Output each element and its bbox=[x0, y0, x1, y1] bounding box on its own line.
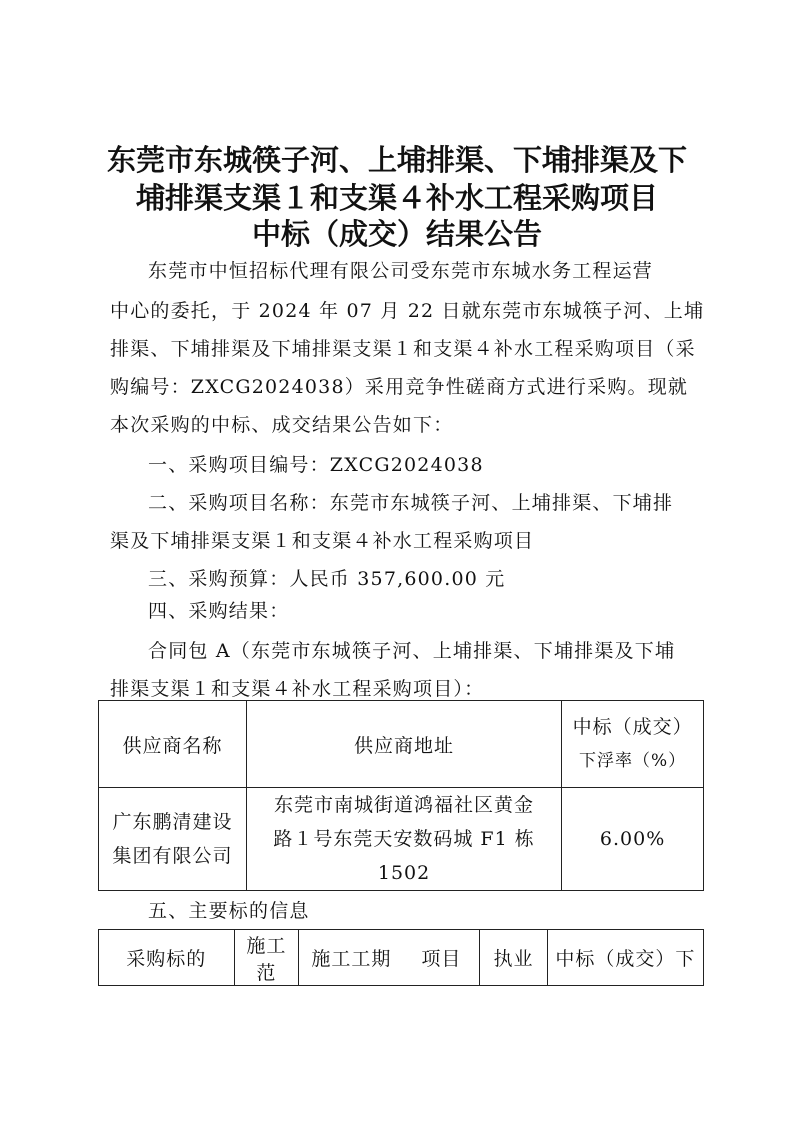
supplier-address-line-1: 东莞市南城街道鸿福社区黄金 bbox=[274, 794, 535, 816]
table-header-row bbox=[99, 930, 704, 986]
supplier-name-line-1: 广东鹏清建设 bbox=[112, 811, 233, 833]
header-supplier-name: 供应商名称 bbox=[99, 701, 247, 788]
header-rate-line-2: 下浮率（%） bbox=[579, 751, 687, 771]
supplier-address-line-3: 1502 bbox=[377, 862, 431, 884]
section-main-target: 五、主要标的信息 bbox=[148, 900, 310, 922]
table-header-row bbox=[99, 701, 704, 788]
header-rate bbox=[562, 701, 704, 788]
package-a-line-cont: 排渠支渠１和支渠４补水工程采购项目）： bbox=[110, 678, 485, 700]
title-line-2: 埔排渠支渠１和支渠４补水工程采购项目 bbox=[135, 181, 658, 215]
header-license: 执业 bbox=[480, 930, 548, 986]
header-period: 施工工期 bbox=[299, 930, 404, 986]
table-row bbox=[99, 788, 704, 891]
section-project-name-cont: 渠及下埔排渠支渠１和支渠４补水工程采购项目 bbox=[110, 530, 535, 552]
header-project: 项目 bbox=[404, 930, 480, 986]
intro-line: 购编号：ZXCG2024038）采用竞争性磋商方式进行采购。现就 bbox=[110, 376, 689, 398]
section-result-heading: 四、采购结果： bbox=[148, 600, 290, 622]
header-scope: 施工范 bbox=[234, 930, 299, 986]
info-table bbox=[98, 929, 704, 986]
header-supplier-address: 供应商地址 bbox=[246, 701, 561, 788]
supplier-address-line-2: 路１号东莞天安数码城 F1 栋 bbox=[273, 828, 535, 850]
intro-line: 中心的委托，于 2024 年 07 月 22 日就东莞市东城筷子河、上埔 bbox=[110, 300, 705, 322]
supplier-address-cell bbox=[246, 788, 561, 891]
header-target: 采购标的 bbox=[99, 930, 235, 986]
package-a-line: 合同包 A（东莞市东城筷子河、上埔排渠、下埔排渠及下埔 bbox=[148, 640, 676, 662]
supplier-name-line-2: 集团有限公司 bbox=[112, 845, 233, 867]
section-budget: 三、采购预算：人民币 357,600.00 元 bbox=[148, 568, 506, 590]
header-bid-rate: 中标（成交）下 bbox=[547, 930, 703, 986]
intro-line: 排渠、下埔排渠及下埔排渠支渠１和支渠４补水工程采购项目（采 bbox=[110, 338, 696, 360]
result-table bbox=[98, 700, 704, 891]
intro-line: 东莞市中恒招标代理有限公司受东莞市东城水务工程运营 bbox=[148, 260, 654, 282]
intro-line: 本次采购的中标、成交结果公告如下： bbox=[110, 414, 454, 436]
rate-cell: 6.00% bbox=[562, 788, 704, 891]
header-rate-line-1: 中标（成交） bbox=[572, 716, 693, 738]
section-project-name: 二、采购项目名称：东莞市东城筷子河、上埔排渠、下埔排 bbox=[148, 492, 674, 514]
supplier-name-cell bbox=[99, 788, 247, 891]
section-project-number: 一、采购项目编号：ZXCG2024038 bbox=[148, 454, 484, 476]
title-line-1: 东莞市东城筷子河、上埔排渠、下埔排渠及下 bbox=[106, 143, 687, 177]
title-line-3: 中标（成交）结果公告 bbox=[251, 217, 542, 251]
